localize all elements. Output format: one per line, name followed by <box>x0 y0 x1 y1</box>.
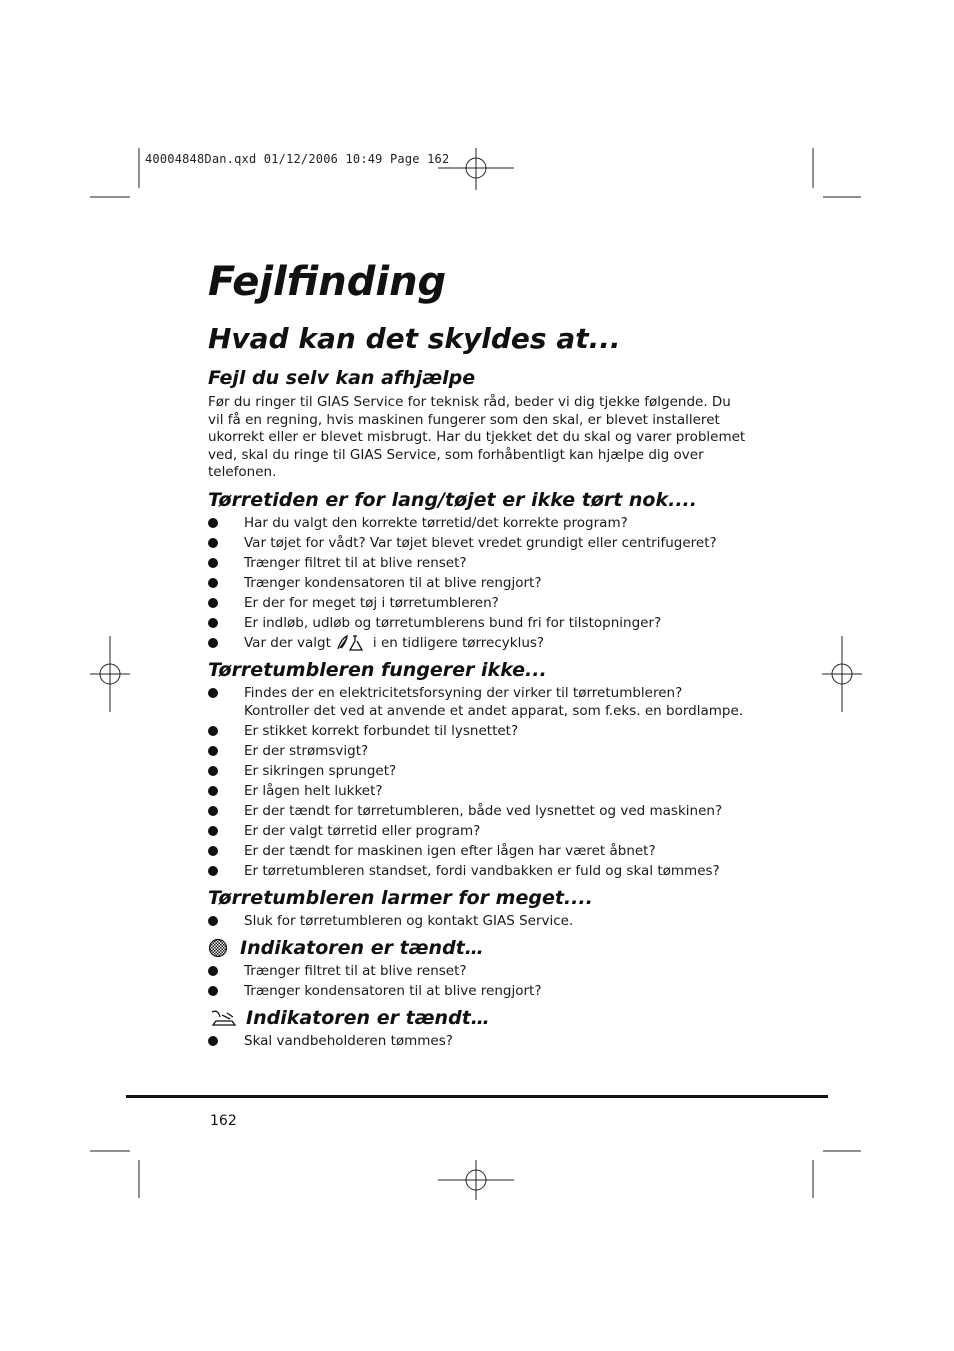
water-container-icon <box>208 1008 238 1028</box>
list-item: Er sikringen sprunget? <box>208 762 748 780</box>
list-item: Er der valgt tørretid eller program? <box>208 822 748 840</box>
bullet-icon <box>208 986 218 996</box>
list-item: Trænger filtret til at blive renset? <box>208 554 748 572</box>
section-filter-indicator <box>208 936 748 1000</box>
bullet-icon <box>208 726 218 736</box>
bullet-list <box>208 912 748 930</box>
page-subtitle: Hvad kan det skyldes at... <box>208 322 621 355</box>
list-item: Er stikket korrekt forbundet til lysnettet? <box>208 722 748 740</box>
bullet-list <box>208 684 748 880</box>
list-item: Er lågen helt lukket? <box>208 782 748 800</box>
section-not-working <box>208 658 748 880</box>
footer-rule <box>126 1095 828 1098</box>
print-slug: 40004848Dan.qxd 01/12/2006 10:49 Page 162 <box>145 152 450 166</box>
bullet-icon <box>208 866 218 876</box>
bullet-icon <box>208 518 218 528</box>
page-content <box>208 258 748 1052</box>
list-item: Er der tændt for tørretumbleren, både ved lysnettet og ved maskinen? <box>208 802 748 820</box>
bullet-list <box>208 962 748 1000</box>
page-title: Fejlfinding <box>208 259 447 305</box>
bullet-icon <box>208 638 218 648</box>
bullet-icon <box>208 1036 218 1046</box>
list-item: Er indløb, udløb og tørretumblerens bund fri for tilstopninger? <box>208 614 748 632</box>
intro-section <box>208 366 748 482</box>
list-item: Er tørretumbleren standset, fordi vandbakken er fuld og skal tømmes? <box>208 862 748 880</box>
bullet-icon <box>208 618 218 628</box>
bullet-icon <box>208 826 218 836</box>
section-drying-time <box>208 488 748 652</box>
list-item: Skal vandbeholderen tømmes? <box>208 1032 748 1050</box>
list-item: Var der valgt i en tidligere tørrecyklus? <box>208 634 748 652</box>
list-item: Trænger kondensatoren til at blive rengjort? <box>208 574 748 592</box>
section-heading: Indikatoren er tændt… <box>246 1006 490 1029</box>
page-number: 162 <box>210 1113 237 1129</box>
list-item: Trænger filtret til at blive renset? <box>208 962 748 980</box>
bullet-icon <box>208 578 218 588</box>
bullet-icon <box>208 766 218 776</box>
filter-icon <box>208 938 232 958</box>
intro-text: Før du ringer til GIAS Service for teknisk råd, beder vi dig tjekke følgende. Du vil få en regning, hvis maskinen fungerer som den skal, er blevet installeret ukorrekt eller er blevet misbrugt. Har du tjekket det du skal og varer problemet ved, skal du ringe til GIAS Service, som forhåbentligt kan hjælpe dig over telefonen. <box>208 394 746 481</box>
bullet-list <box>208 514 748 652</box>
bullet-icon <box>208 598 218 608</box>
bullet-icon <box>208 558 218 568</box>
list-item: Trænger kondensatoren til at blive rengjort? <box>208 982 748 1000</box>
section-heading: Tørretumbleren larmer for meget.... <box>208 886 593 909</box>
section-water-indicator <box>208 1006 748 1050</box>
list-item: Findes der en elektricitetsforsyning der virker til tørretumbleren? Kontroller det ved at anvende et andet apparat, som f.eks. en bordlampe. <box>208 684 748 720</box>
delicate-fabric-iron-icon <box>335 634 369 652</box>
list-item: Er der strømsvigt? <box>208 742 748 760</box>
list-item: Var tøjet for vådt? Var tøjet blevet vredet grundigt eller centrifugeret? <box>208 534 748 552</box>
bullet-icon <box>208 846 218 856</box>
bullet-icon <box>208 538 218 548</box>
list-item: Har du valgt den korrekte tørretid/det korrekte program? <box>208 514 748 532</box>
bullet-list <box>208 1032 748 1050</box>
intro-heading: Fejl du selv kan afhjælpe <box>208 367 476 389</box>
list-item: Er der for meget tøj i tørretumbleren? <box>208 594 748 612</box>
bullet-icon <box>208 916 218 926</box>
bullet-icon <box>208 786 218 796</box>
list-item: Sluk for tørretumbleren og kontakt GIAS Service. <box>208 912 748 930</box>
section-noise <box>208 886 748 930</box>
list-item: Er der tændt for maskinen igen efter lågen har været åbnet? <box>208 842 748 860</box>
section-heading: Tørretumbleren fungerer ikke... <box>208 658 547 681</box>
section-heading: Indikatoren er tændt… <box>240 936 484 959</box>
section-heading: Tørretiden er for lang/tøjet er ikke tørt nok.... <box>208 488 697 511</box>
bullet-icon <box>208 746 218 756</box>
bullet-icon <box>208 966 218 976</box>
bullet-icon <box>208 688 218 698</box>
bullet-icon <box>208 806 218 816</box>
